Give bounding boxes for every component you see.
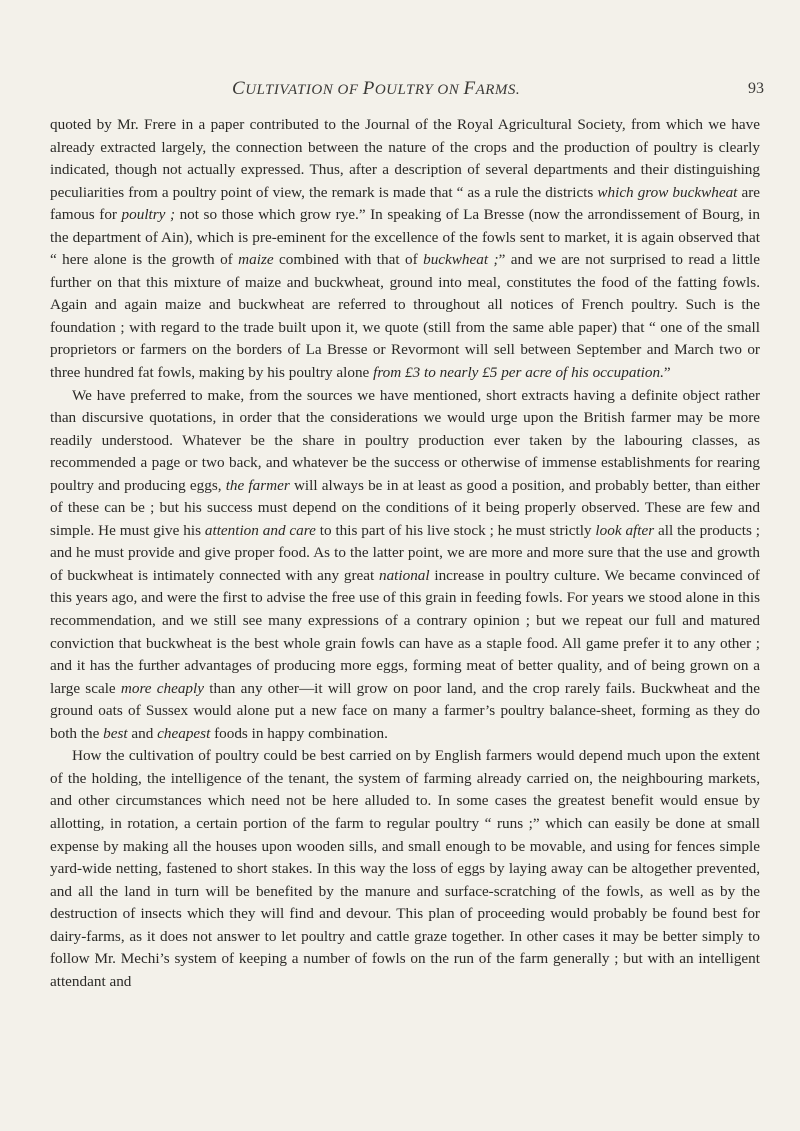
italic-text: more cheaply xyxy=(120,679,204,697)
italic-text: from £3 to nearly £5 per acre of his occupation. xyxy=(373,364,664,382)
italic-text: cheapest xyxy=(157,724,211,742)
text-segment: How the cultivation of poultry could be best carried on by English farmers would depend much upon the extent of the holding, the intelligence of the tenant, the system of farming already carried on, the neighbouring markets, and other circumstances which need not be here alluded to. In some cases the greatest benefit would ensue by allotting, in rotation, a certain portion of the farm to regular poultry “ runs ;” which can easily be done at small expense by making all the houses upon wooden sills, and small enough to be movable, and using for fences simple yard-wide netting, fastened to short stakes. In this way the loss of eggs by laying away can be altogether prevented, and all the land in turn will be benefited by the manure and surface-scratching of the fowls, as well as by the destruction of insects which they will find and devour. This plan of proceeding would probably be found best for dairy-farms, as it does not answer to let poultry and cattle graze together. In other cases it may be better simply to follow Mr. Mechi’s system of keeping a number of fowls on the run of the farm generally ; but with an intelligent attendant and xyxy=(50,747,760,990)
page-number: 93 xyxy=(748,80,764,97)
text-segment: not so those which grow rye.” In speaking of La Bresse (now the arrondissement of Bourg, in the department of Ain), which is pre-eminent for the excellence of the fowls sent to market, it is again observed that “ here alone is the growth of xyxy=(50,206,760,269)
text-segment: are famous for xyxy=(50,183,760,224)
text-segment: We have preferred to make, from the sources we have mentioned, short extracts having a definite object rather than discursive quotations, in order that the considerations we would urge upon the British farmer may be more readily understood. Whatever be the share in poultry production ever taken by the labouring classes, as recommended a page or two back, and whatever be the success or otherwise of immense establishments for rearing poultry and producing eggs, xyxy=(50,386,760,494)
italic-text: the farmer xyxy=(225,476,290,494)
header-word: ON xyxy=(437,82,460,98)
text-segment: foods in happy combination. xyxy=(210,724,388,742)
italic-text: maize xyxy=(238,251,274,269)
italic-text: buckwheat ; xyxy=(423,251,499,269)
italic-text: look after xyxy=(595,521,655,539)
running-header xyxy=(232,78,632,104)
italic-text: best xyxy=(103,724,128,742)
italic-text: which grow buckwheat xyxy=(597,183,738,201)
header-word: ARMS. xyxy=(475,82,521,98)
body-text xyxy=(50,114,760,993)
text-segment: will always be in at least as good a position, and probably better, than either of these can be ; but his success must depend on the conditions of it being properly observed. These are few and simple. He must give his xyxy=(50,476,760,539)
paragraph xyxy=(50,385,760,746)
text-segment: ” and we are not surprised to read a little further on that this mixture of maize and buckwheat, ground into meal, constitutes the food of the fatting fowls. Again and again maize and buckwheat are referred to throughout all notices of French poultry. Such is the foundation ; with regard to the trade built upon it, we quote (still from the same able paper) that “ one of the small proprietors or farmers on the borders of La Bresse or Revormont will sell between September and March two or three hundred fat fowls, making by his poultry alone xyxy=(50,251,761,382)
text-segment: and xyxy=(127,724,158,742)
text-segment: ” xyxy=(663,364,671,382)
text-segment: quoted by Mr. Frere in a paper contributed to the Journal of the Royal Agricultural Society, from which we have already extracted largely, the connection between the nature of the crops and the production of poultry is clearly indicated, though not actually expressed. Thus, after a description of several departments and their distinguishing peculiarities from a poultry point of view, the remark is made that “ as a rule the districts xyxy=(50,116,760,201)
text-segment: increase in poultry culture. We became convinced of this years ago, and were the first to advise the free use of this grain in feeding fowls. For years we stood alone in this recommendation, and we still see many expressions of a contrary opinion ; but we repeat our full and matured conviction that buckwheat is the best whole grain fowls can have as a staple food. All game prefer it to any other ; and it has the further advantages of producing more eggs, forming meat of better quality, and of being grown on a large scale xyxy=(50,566,760,697)
text-segment: than any other—it will grow on poor land, and the crop rarely fails. Buckwheat and the ground oats of Sussex would alone put a new face on many a farmer’s poultry balance-sheet, forming as they do both the xyxy=(50,679,760,742)
header-word: OF xyxy=(337,82,359,98)
italic-text: national xyxy=(378,566,430,584)
text-segment: combined with that of xyxy=(273,251,424,269)
header-initial: P xyxy=(362,78,375,99)
text-segment: to this part of his live stock ; he must strictly xyxy=(315,521,596,539)
italic-text: attention and care xyxy=(204,521,316,539)
paragraph xyxy=(50,745,760,993)
paragraph xyxy=(50,114,760,385)
italic-text: poultry ; xyxy=(121,206,176,224)
header-initial: F xyxy=(463,78,476,99)
text-segment: all the products ; and he must provide and give proper food. As to the latter point, we are more and more sure that the use and growth of buckwheat is intimately connected with any great xyxy=(50,521,760,584)
header-word: ULTIVATION xyxy=(245,82,334,98)
header-word: OULTRY xyxy=(374,82,434,98)
header-initial: C xyxy=(232,78,246,99)
